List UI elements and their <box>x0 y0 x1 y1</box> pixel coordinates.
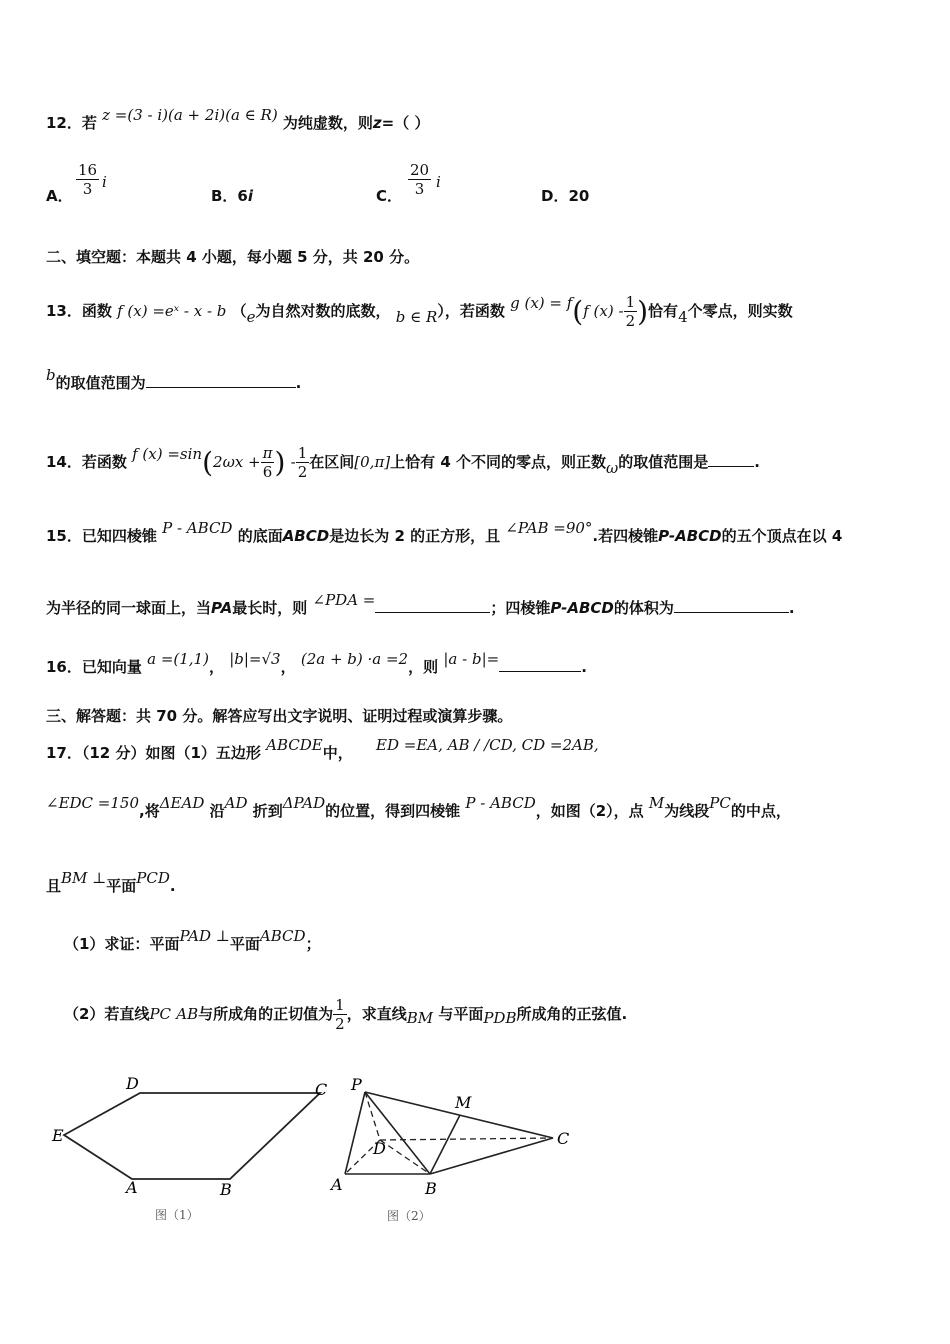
label-c: C <box>315 1080 328 1099</box>
q15-angle-blank[interactable] <box>375 611 490 613</box>
q17-line3: 且BM ⊥平面PCD. <box>46 869 176 895</box>
figure-1-pentagon <box>40 1065 340 1230</box>
label-a2: A <box>331 1175 343 1194</box>
q13-line: 13．函数 f (x) =eˣ - x - b （e为自然对数的底数， b ∈ R），若函数 g (x) = f(f (x) - $\frac{1}{2}$ )恰有4个零点，则实数 <box>46 293 793 330</box>
label-b2: B <box>425 1179 437 1198</box>
label-c2: C <box>557 1129 570 1148</box>
q17-part1: （1）求证：平面PAD ⊥平面ABCD； <box>64 927 321 953</box>
label-m: M <box>455 1093 472 1112</box>
q17-line: 17．（12 分）如图（1）五边形 ABCDE中， ED =EA, AB / /CD, CD =2AB, <box>46 736 599 762</box>
label-d: D <box>126 1074 139 1093</box>
option-d[interactable]: D．20 <box>541 187 590 205</box>
q16-line: 16．已知向量 a =(1,1)， |b|=√3， (2a + b) ·a =2，则 |a - b|= . <box>46 650 587 676</box>
option-b[interactable]: B．6i <box>211 187 254 205</box>
section-2-heading: 二、填空题：本题共 4 小题，每小题 5 分，共 20 分。 <box>46 248 420 266</box>
q15-volume-blank[interactable] <box>674 611 789 613</box>
option-c[interactable]: C． $\frac{20}{3}$ i <box>376 161 441 205</box>
pentagon-shape <box>64 1093 320 1179</box>
q17-part2: （2）若直线PC AB与所成角的正切值为 $\frac{1}{2}$ ，求直线BM 与平面PDB所成角的正弦值. <box>64 996 628 1033</box>
label-p: P <box>351 1075 362 1094</box>
q12-line: 12．若 z =(3 - i)(a + 2i)(a ∈ R) 为纯虚数，则z=（ ） <box>46 106 430 132</box>
figure-2-pyramid <box>325 1070 585 1235</box>
q13-answer-blank[interactable] <box>146 386 296 388</box>
option-a[interactable]: A． $\frac{16}{3}$ i <box>46 161 107 205</box>
q13-line2: b的取值范围为 . <box>46 366 302 392</box>
q12-expression: z =(3 - i)(a + 2i)(a ∈ R) <box>102 106 278 124</box>
q16-answer-blank[interactable] <box>499 670 581 672</box>
q14-line: 14．若函数 f (x) =sin(2ωx + $\frac{\pi}{6}$ ) - $\frac{1}{2}$ 在区间[0,π]上恰有 4 个不同的零点，则正数ω的取值范围是 . <box>46 444 760 481</box>
label-a: A <box>126 1178 138 1197</box>
label-d2: D <box>373 1139 386 1158</box>
q15-line: 15．已知四棱锥 P - ABCD 的底面ABCD是边长为 2 的正方形，且 ∠PAB =90°.若四棱锥P-ABCD的五个顶点在以 4 <box>46 519 843 545</box>
label-b: B <box>220 1180 232 1199</box>
label-e: E <box>52 1126 64 1145</box>
section-3-heading: 三、解答题：共 70 分。解答应写出文字说明、证明过程或演算步骤。 <box>46 707 513 725</box>
q17-line2: ∠EDC =150,将ΔEAD 沿AD 折到ΔPAD的位置，得到四棱锥 P - ABCD，如图（2），点 M为线段PC的中点， <box>46 794 791 820</box>
figure-2-caption: 图（2） <box>387 1209 431 1223</box>
figure-1-caption: 图（1） <box>155 1208 199 1222</box>
q15-line2: 为半径的同一球面上，当PA最长时，则 ∠PDA = ；四棱锥P-ABCD的体积为 . <box>46 591 795 617</box>
q14-answer-blank[interactable] <box>708 465 754 467</box>
